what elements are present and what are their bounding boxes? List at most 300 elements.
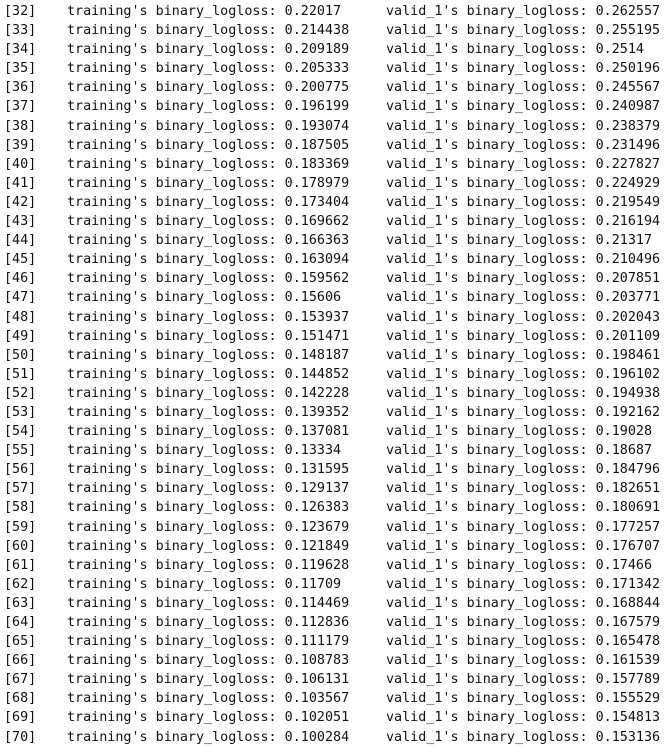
validation-logloss-label: valid_1's binary_logloss:: [386, 404, 588, 420]
validation-logloss-value: 0.184796: [595, 462, 661, 478]
log-line: [0, 556, 666, 575]
validation-logloss-label: valid_1's binary_logloss:: [386, 615, 588, 630]
training-logloss-label: training's binary_logloss:: [67, 23, 277, 39]
training-logloss-value: 0.100284: [284, 729, 350, 745]
training-logloss: [67, 40, 349, 59]
validation-logloss: [386, 575, 660, 594]
validation-logloss-value: 0.250196: [595, 61, 661, 77]
validation-logloss: [386, 365, 660, 384]
validation-logloss-value: 0.165478: [595, 634, 661, 650]
validation-logloss: [386, 174, 660, 193]
training-logloss-value: 0.11709: [284, 576, 342, 592]
iteration-number: [68]: [4, 691, 37, 707]
iteration-number: [50]: [4, 347, 37, 363]
log-line: [0, 651, 666, 670]
training-logloss: [67, 708, 349, 727]
validation-logloss-value: 0.176707: [595, 538, 661, 554]
training-logloss: [67, 518, 349, 537]
training-logloss-label: training's binary_logloss:: [67, 557, 277, 573]
validation-logloss-value: 0.157789: [595, 672, 661, 688]
training-logloss-label: training's binary_logloss:: [67, 4, 277, 19]
training-logloss: [67, 21, 349, 40]
training-logloss-label: training's binary_logloss:: [67, 729, 277, 745]
validation-logloss: [386, 250, 660, 269]
training-logloss-label: training's binary_logloss:: [67, 271, 277, 287]
iteration-number: [44]: [4, 233, 37, 249]
iteration-number: [38]: [4, 118, 37, 134]
log-line: [0, 288, 666, 307]
validation-logloss-label: valid_1's binary_logloss:: [386, 653, 588, 669]
validation-logloss-value: 0.17466: [595, 557, 653, 573]
training-logloss-label: training's binary_logloss:: [67, 691, 277, 707]
validation-logloss-value: 0.194938: [595, 385, 661, 401]
training-logloss: [67, 231, 349, 250]
iteration-number: [65]: [4, 634, 37, 650]
iteration-number: [55]: [4, 443, 37, 459]
validation-logloss-label: valid_1's binary_logloss:: [386, 23, 588, 39]
training-logloss: [67, 327, 349, 346]
training-logloss-label: training's binary_logloss:: [67, 252, 277, 268]
training-logloss-label: training's binary_logloss:: [67, 404, 277, 420]
iteration-number: [56]: [4, 462, 37, 478]
log-line: [0, 728, 666, 747]
training-logloss-label: training's binary_logloss:: [67, 61, 277, 77]
validation-logloss: [386, 651, 660, 670]
validation-logloss-label: valid_1's binary_logloss:: [386, 80, 588, 96]
training-logloss: [67, 537, 349, 556]
validation-logloss: [386, 498, 660, 517]
training-logloss-value: 0.144852: [284, 366, 350, 382]
training-logloss: [67, 441, 341, 460]
training-logloss-label: training's binary_logloss:: [67, 290, 277, 306]
validation-logloss: [386, 288, 660, 307]
validation-logloss: [386, 728, 660, 747]
training-logloss-value: 0.159562: [284, 271, 350, 287]
iteration-number: [48]: [4, 309, 37, 325]
log-line: [0, 231, 666, 250]
iteration-number: [53]: [4, 404, 37, 420]
training-logloss-label: training's binary_logloss:: [67, 424, 277, 440]
iteration-number: [57]: [4, 481, 37, 497]
training-logloss-label: training's binary_logloss:: [67, 118, 277, 134]
log-line: [0, 97, 666, 116]
iteration-number: [67]: [4, 672, 37, 688]
validation-logloss: [386, 97, 660, 116]
log-line: [0, 460, 666, 479]
training-logloss-label: training's binary_logloss:: [67, 576, 277, 592]
training-logloss: [67, 575, 341, 594]
log-line: [0, 498, 666, 517]
training-logloss-label: training's binary_logloss:: [67, 672, 277, 688]
validation-logloss-value: 0.231496: [595, 137, 661, 153]
validation-logloss-label: valid_1's binary_logloss:: [386, 634, 588, 650]
validation-logloss-value: 0.177257: [595, 519, 661, 535]
training-logloss-value: 0.139352: [284, 404, 350, 420]
training-logloss: [67, 479, 349, 498]
log-line: [0, 365, 666, 384]
validation-logloss-label: valid_1's binary_logloss:: [386, 710, 588, 726]
log-line: [0, 193, 666, 212]
training-logloss-label: training's binary_logloss:: [67, 309, 277, 325]
validation-logloss: [386, 670, 660, 689]
validation-logloss-label: valid_1's binary_logloss:: [386, 4, 588, 19]
validation-logloss: [386, 556, 652, 575]
training-logloss: [67, 250, 349, 269]
log-line: [0, 403, 666, 422]
validation-logloss: [386, 269, 660, 288]
training-logloss: [67, 613, 349, 632]
validation-logloss: [386, 441, 652, 460]
training-logloss-label: training's binary_logloss:: [67, 137, 277, 153]
iteration-number: [66]: [4, 653, 37, 669]
validation-logloss: [386, 518, 660, 537]
validation-logloss: [386, 117, 660, 136]
training-logloss-label: training's binary_logloss:: [67, 214, 277, 230]
validation-logloss-value: 0.153136: [595, 729, 661, 745]
training-logloss-label: training's binary_logloss:: [67, 233, 277, 249]
validation-logloss-value: 0.227827: [595, 156, 661, 172]
validation-logloss-label: valid_1's binary_logloss:: [386, 156, 588, 172]
training-logloss: [67, 689, 349, 708]
validation-logloss: [386, 308, 660, 327]
validation-logloss-label: valid_1's binary_logloss:: [386, 290, 588, 306]
training-logloss-label: training's binary_logloss:: [67, 385, 277, 401]
iteration-number: [34]: [4, 42, 37, 58]
training-logloss: [67, 136, 349, 155]
training-logloss-value: 0.126383: [284, 500, 350, 516]
iteration-number: [52]: [4, 385, 37, 401]
training-logloss: [67, 212, 349, 231]
training-logloss-label: training's binary_logloss:: [67, 500, 277, 516]
training-logloss-value: 0.196199: [284, 99, 350, 115]
training-logloss-value: 0.111179: [284, 634, 350, 650]
training-logloss: [67, 651, 349, 670]
validation-logloss-value: 0.192162: [595, 404, 661, 420]
training-logloss-label: training's binary_logloss:: [67, 615, 277, 630]
training-logloss: [67, 59, 349, 78]
log-line: [0, 670, 666, 689]
iteration-number: [33]: [4, 23, 37, 39]
log-line: [0, 708, 666, 727]
validation-logloss: [386, 40, 644, 59]
training-logloss: [67, 346, 349, 365]
iteration-number: [45]: [4, 252, 37, 268]
validation-logloss: [386, 136, 660, 155]
training-logloss-label: training's binary_logloss:: [67, 481, 277, 497]
validation-logloss: [386, 327, 660, 346]
validation-logloss-value: 0.238379: [595, 118, 661, 134]
validation-logloss-label: valid_1's binary_logloss:: [386, 214, 588, 230]
validation-logloss-value: 0.216194: [595, 214, 661, 230]
validation-logloss-value: 0.21317: [595, 233, 653, 249]
validation-logloss-label: valid_1's binary_logloss:: [386, 538, 588, 554]
iteration-number: [63]: [4, 595, 37, 611]
training-logloss: [67, 384, 349, 403]
validation-logloss-label: valid_1's binary_logloss:: [386, 233, 588, 249]
validation-logloss-label: valid_1's binary_logloss:: [386, 252, 588, 268]
validation-logloss-value: 0.224929: [595, 175, 661, 191]
validation-logloss-value: 0.210496: [595, 252, 661, 268]
training-logloss: [67, 2, 341, 21]
log-line: [0, 441, 666, 460]
training-logloss-label: training's binary_logloss:: [67, 519, 277, 535]
log-line: [0, 212, 666, 231]
validation-logloss-label: valid_1's binary_logloss:: [386, 481, 588, 497]
training-logloss-label: training's binary_logloss:: [67, 194, 277, 210]
iteration-number: [59]: [4, 519, 37, 535]
log-line: [0, 327, 666, 346]
log-line: [0, 537, 666, 556]
training-logloss: [67, 97, 349, 116]
validation-logloss-value: 0.219549: [595, 194, 661, 210]
training-logloss-value: 0.193074: [284, 118, 350, 134]
training-logloss-value: 0.108783: [284, 653, 350, 669]
validation-logloss-label: valid_1's binary_logloss:: [386, 424, 588, 440]
training-logloss: [67, 498, 349, 517]
validation-logloss-value: 0.196102: [595, 366, 661, 382]
training-logloss-value: 0.106131: [284, 672, 350, 688]
validation-logloss: [386, 155, 660, 174]
validation-logloss-value: 0.203771: [595, 290, 661, 306]
log-line: [0, 250, 666, 269]
log-line: [0, 422, 666, 441]
validation-logloss-value: 0.2514: [595, 42, 644, 58]
training-logloss-value: 0.142228: [284, 385, 350, 401]
training-logloss-value: 0.112836: [284, 615, 350, 630]
log-line: [0, 136, 666, 155]
iteration-number: [69]: [4, 710, 37, 726]
validation-logloss-value: 0.262557: [595, 4, 661, 19]
training-logloss: [67, 632, 349, 651]
iteration-number: [35]: [4, 61, 37, 77]
iteration-number: [39]: [4, 137, 37, 153]
training-logloss-value: 0.131595: [284, 462, 350, 478]
training-logloss: [67, 403, 349, 422]
validation-logloss-label: valid_1's binary_logloss:: [386, 347, 588, 363]
iteration-number: [58]: [4, 500, 37, 516]
training-logloss-value: 0.114469: [284, 595, 350, 611]
training-logloss: [67, 422, 349, 441]
training-logloss: [67, 365, 349, 384]
validation-logloss-label: valid_1's binary_logloss:: [386, 194, 588, 210]
validation-logloss-label: valid_1's binary_logloss:: [386, 118, 588, 134]
log-line: [0, 575, 666, 594]
iteration-number: [70]: [4, 729, 37, 745]
training-logloss-label: training's binary_logloss:: [67, 80, 277, 96]
validation-logloss-label: valid_1's binary_logloss:: [386, 462, 588, 478]
training-logloss-value: 0.187505: [284, 137, 350, 153]
log-line: [0, 308, 666, 327]
iteration-number: [36]: [4, 80, 37, 96]
validation-logloss: [386, 78, 660, 97]
training-logloss-value: 0.121849: [284, 538, 350, 554]
training-logloss: [67, 117, 349, 136]
log-line: [0, 594, 666, 613]
iteration-number: [42]: [4, 194, 37, 210]
validation-logloss-label: valid_1's binary_logloss:: [386, 595, 588, 611]
training-logloss-value: 0.183369: [284, 156, 350, 172]
validation-logloss-label: valid_1's binary_logloss:: [386, 366, 588, 382]
validation-logloss-label: valid_1's binary_logloss:: [386, 328, 588, 344]
training-logloss-value: 0.173404: [284, 194, 350, 210]
training-logloss: [67, 288, 341, 307]
validation-logloss-label: valid_1's binary_logloss:: [386, 500, 588, 516]
training-logloss-value: 0.163094: [284, 252, 350, 268]
training-logloss-label: training's binary_logloss:: [67, 443, 277, 459]
validation-logloss: [386, 193, 660, 212]
log-line: [0, 78, 666, 97]
training-logloss-label: training's binary_logloss:: [67, 653, 277, 669]
iteration-number: [60]: [4, 538, 37, 554]
validation-logloss-value: 0.171342: [595, 576, 661, 592]
iteration-number: [41]: [4, 175, 37, 191]
validation-logloss-label: valid_1's binary_logloss:: [386, 99, 588, 115]
validation-logloss-label: valid_1's binary_logloss:: [386, 729, 588, 745]
validation-logloss: [386, 689, 660, 708]
validation-logloss: [386, 708, 660, 727]
validation-logloss-label: valid_1's binary_logloss:: [386, 672, 588, 688]
training-logloss-label: training's binary_logloss:: [67, 366, 277, 382]
validation-logloss-value: 0.168844: [595, 595, 661, 611]
validation-logloss-value: 0.182651: [595, 481, 661, 497]
training-logloss-value: 0.102051: [284, 710, 350, 726]
validation-logloss-value: 0.207851: [595, 271, 661, 287]
training-logloss: [67, 193, 349, 212]
validation-logloss: [386, 231, 652, 250]
validation-logloss: [386, 422, 652, 441]
validation-logloss-label: valid_1's binary_logloss:: [386, 137, 588, 153]
validation-logloss-value: 0.161539: [595, 653, 661, 669]
training-logloss-value: 0.13334: [284, 443, 342, 459]
training-logloss-label: training's binary_logloss:: [67, 462, 277, 478]
training-logloss: [67, 670, 349, 689]
validation-logloss-label: valid_1's binary_logloss:: [386, 691, 588, 707]
training-log-output: [0, 2, 666, 747]
training-logloss-value: 0.129137: [284, 481, 350, 497]
iteration-number: [62]: [4, 576, 37, 592]
training-logloss-label: training's binary_logloss:: [67, 634, 277, 650]
validation-logloss: [386, 613, 660, 632]
validation-logloss-value: 0.240987: [595, 99, 661, 115]
iteration-number: [51]: [4, 366, 37, 382]
training-logloss-value: 0.119628: [284, 557, 350, 573]
training-logloss-value: 0.209189: [284, 42, 350, 58]
iteration-number: [46]: [4, 271, 37, 287]
training-logloss-label: training's binary_logloss:: [67, 347, 277, 363]
log-line: [0, 384, 666, 403]
validation-logloss-label: valid_1's binary_logloss:: [386, 519, 588, 535]
log-line: [0, 518, 666, 537]
validation-logloss: [386, 594, 660, 613]
validation-logloss: [386, 59, 660, 78]
iteration-number: [61]: [4, 557, 37, 573]
iteration-number: [40]: [4, 156, 37, 172]
validation-logloss-value: 0.202043: [595, 309, 661, 325]
iteration-number: [49]: [4, 328, 37, 344]
validation-logloss-value: 0.155529: [595, 691, 661, 707]
training-logloss-value: 0.205333: [284, 61, 350, 77]
validation-logloss-label: valid_1's binary_logloss:: [386, 443, 588, 459]
training-logloss-label: training's binary_logloss:: [67, 99, 277, 115]
validation-logloss: [386, 21, 660, 40]
validation-logloss-label: valid_1's binary_logloss:: [386, 576, 588, 592]
validation-logloss: [386, 346, 660, 365]
training-logloss-value: 0.148187: [284, 347, 350, 363]
log-line: [0, 689, 666, 708]
log-line: [0, 613, 666, 632]
validation-logloss-value: 0.180691: [595, 500, 661, 516]
training-logloss: [67, 460, 349, 479]
validation-logloss-label: valid_1's binary_logloss:: [386, 175, 588, 191]
training-logloss-value: 0.169662: [284, 214, 350, 230]
validation-logloss: [386, 384, 660, 403]
training-logloss-value: 0.214438: [284, 23, 350, 39]
validation-logloss-label: valid_1's binary_logloss:: [386, 309, 588, 325]
training-logloss-label: training's binary_logloss:: [67, 175, 277, 191]
iteration-number: [43]: [4, 214, 37, 230]
training-logloss-value: 0.151471: [284, 328, 350, 344]
validation-logloss-value: 0.18687: [595, 443, 653, 459]
validation-logloss: [386, 537, 660, 556]
validation-logloss: [386, 460, 660, 479]
training-logloss-value: 0.200775: [284, 80, 350, 96]
validation-logloss-label: valid_1's binary_logloss:: [386, 557, 588, 573]
training-logloss-value: 0.103567: [284, 691, 350, 707]
training-logloss-value: 0.123679: [284, 519, 350, 535]
log-line: [0, 59, 666, 78]
validation-logloss-value: 0.198461: [595, 347, 661, 363]
training-logloss-value: 0.22017: [284, 4, 342, 19]
log-line: [0, 269, 666, 288]
training-logloss-label: training's binary_logloss:: [67, 328, 277, 344]
validation-logloss-value: 0.245567: [595, 80, 661, 96]
training-logloss: [67, 155, 349, 174]
training-logloss-label: training's binary_logloss:: [67, 42, 277, 58]
validation-logloss: [386, 632, 660, 651]
log-line: [0, 174, 666, 193]
validation-logloss-label: valid_1's binary_logloss:: [386, 42, 588, 58]
iteration-number: [64]: [4, 615, 37, 630]
validation-logloss: [386, 212, 660, 231]
log-line: [0, 479, 666, 498]
log-line: [0, 632, 666, 651]
training-logloss-label: training's binary_logloss:: [67, 595, 277, 611]
log-line: [0, 2, 666, 21]
training-logloss-value: 0.137081: [284, 424, 350, 440]
validation-logloss-label: valid_1's binary_logloss:: [386, 271, 588, 287]
log-line: [0, 346, 666, 365]
validation-logloss: [386, 403, 660, 422]
training-logloss-label: training's binary_logloss:: [67, 710, 277, 726]
validation-logloss-value: 0.201109: [595, 328, 661, 344]
validation-logloss: [386, 2, 660, 21]
validation-logloss-value: 0.255195: [595, 23, 661, 39]
log-line: [0, 155, 666, 174]
validation-logloss-value: 0.19028: [595, 424, 653, 440]
iteration-number: [54]: [4, 424, 37, 440]
training-logloss-value: 0.153937: [284, 309, 350, 325]
iteration-number: [32]: [4, 4, 37, 19]
training-logloss-value: 0.15606: [284, 290, 342, 306]
validation-logloss: [386, 479, 660, 498]
training-logloss: [67, 174, 349, 193]
training-logloss-label: training's binary_logloss:: [67, 538, 277, 554]
validation-logloss-value: 0.167579: [595, 615, 661, 630]
iteration-number: [47]: [4, 290, 37, 306]
validation-logloss-label: valid_1's binary_logloss:: [386, 385, 588, 401]
training-logloss: [67, 78, 349, 97]
log-line: [0, 117, 666, 136]
